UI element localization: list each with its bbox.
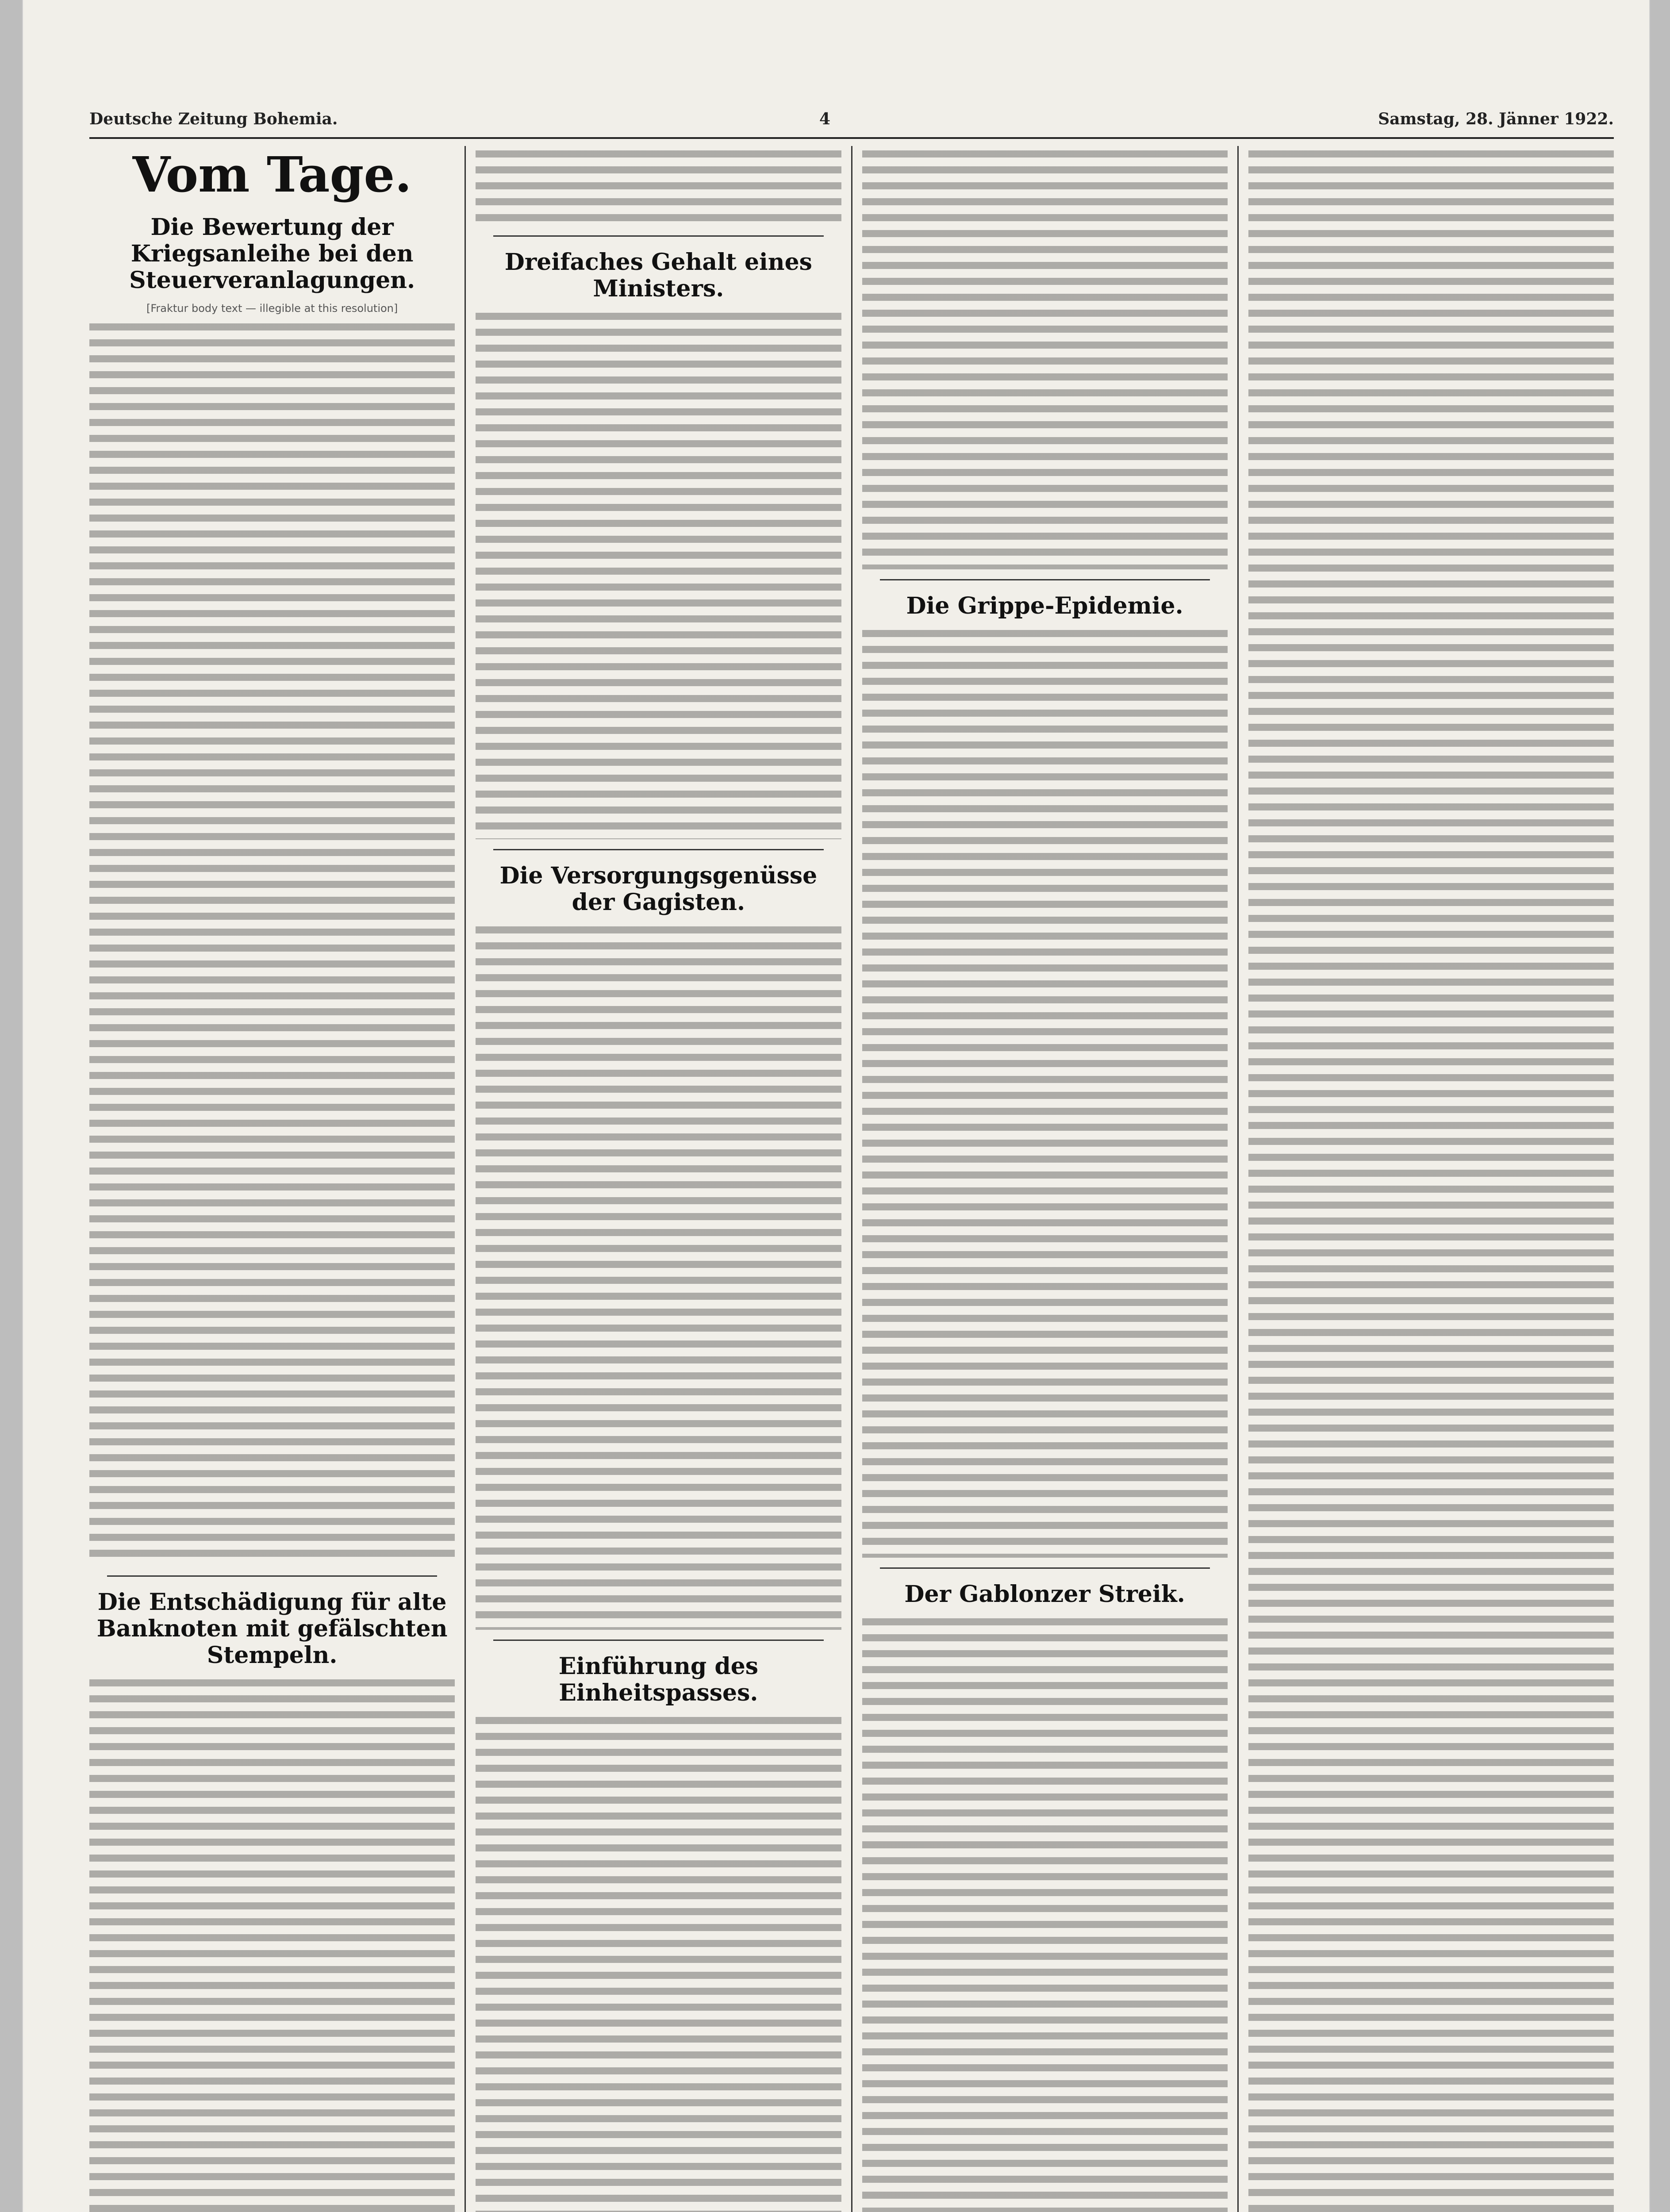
article-headline: Die Entschädigung für alte Banknoten mit gefälschten Stempeln. [96, 1589, 448, 1669]
column-4 [1239, 146, 1614, 2212]
newspaper-name: Deutsche Zeitung Bohemia. [89, 110, 338, 128]
article-body [862, 146, 1228, 569]
article-body [862, 1614, 1228, 2212]
article-body [476, 146, 841, 226]
divider [493, 1640, 823, 1641]
column-2 [466, 146, 852, 2212]
section-title: Vom Tage. [132, 146, 412, 203]
article-body [862, 626, 1228, 1557]
article-body [89, 319, 455, 1566]
running-header [89, 106, 1614, 139]
text-columns [89, 146, 1614, 2212]
divider [493, 849, 823, 850]
article-body [476, 1713, 841, 2212]
column-3 [852, 146, 1239, 2212]
issue-date: Samstag, 28. Jänner 1922. [1378, 110, 1614, 128]
article-body [89, 1675, 455, 2212]
illegible-note: [Fraktur body text — illegible at this resolution] [146, 302, 398, 315]
page-number: 4 [819, 110, 831, 128]
article-headline: Dreifaches Gehalt eines Ministers. [504, 249, 812, 302]
article-headline: Einführung des Einheitspasses. [558, 1653, 759, 1706]
article-headline: Die Bewertung der Kriegsanleihe bei den Steuerveranlagungen. [129, 214, 415, 294]
divider [880, 1567, 1210, 1569]
article-body [1248, 146, 1614, 2212]
article-body [476, 308, 841, 839]
divider [880, 579, 1210, 580]
divider [107, 1575, 437, 1577]
newspaper-page [22, 0, 1650, 2212]
column-1 [89, 146, 466, 2212]
article-headline: Der Gablonzer Streik. [904, 1580, 1185, 1608]
divider [493, 235, 823, 237]
article-headline: Die Grippe-Epidemie. [906, 592, 1183, 620]
article-body [476, 922, 841, 1630]
article-headline: Die Versorgungsgenüsse der Gagisten. [499, 862, 818, 916]
